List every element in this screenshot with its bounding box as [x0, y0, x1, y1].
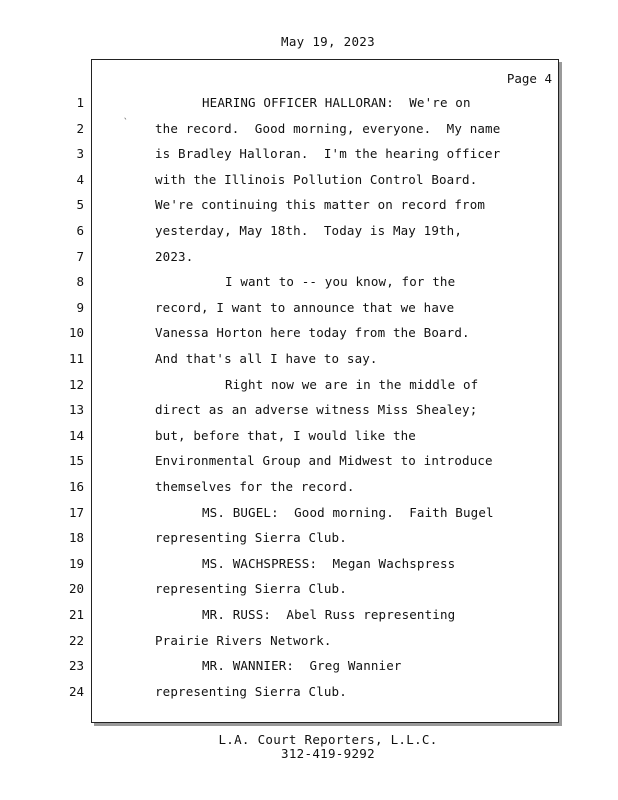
- line-number: 4: [76, 172, 84, 187]
- line-number: 9: [76, 300, 84, 315]
- line-number: 1: [76, 95, 84, 110]
- header-date: May 19, 2023: [281, 34, 375, 49]
- line-number: 5: [76, 197, 84, 212]
- transcript-line: Right now we are in the middle of: [225, 377, 479, 392]
- line-number: 15: [68, 453, 84, 468]
- transcript-line: is Bradley Halloran. I'm the hearing officer: [155, 146, 501, 161]
- footer: [0, 733, 618, 761]
- line-number: 10: [68, 325, 84, 340]
- line-number: 11: [68, 351, 84, 366]
- transcript-line: yesterday, May 18th. Today is May 19th,: [155, 223, 463, 238]
- line-number: 23: [68, 658, 84, 673]
- line-number: 13: [68, 402, 84, 417]
- transcript-line: Vanessa Horton here today from the Board.: [155, 325, 470, 340]
- transcript-line: the record. Good morning, everyone. My name: [155, 121, 501, 136]
- transcript-line: direct as an adverse witness Miss Shealey;: [155, 402, 478, 417]
- transcript-line: themselves for the record.: [155, 479, 355, 494]
- transcript-line: 2023.: [155, 249, 194, 264]
- transcript-line: MS. WACHSPRESS: Megan Wachspress: [202, 556, 456, 571]
- transcript-line: but, before that, I would like the: [155, 428, 416, 443]
- transcript-line: MR. WANNIER: Greg Wannier: [202, 658, 402, 673]
- line-number: 6: [76, 223, 84, 238]
- line-number: 18: [68, 530, 84, 545]
- line-number: 8: [76, 274, 84, 289]
- transcript-line: MR. RUSS: Abel Russ representing: [202, 607, 456, 622]
- stray-mark-icon: `: [123, 118, 129, 128]
- line-number: 22: [68, 633, 84, 648]
- line-number: 12: [68, 377, 84, 392]
- line-number: 14: [68, 428, 84, 443]
- line-number: 7: [76, 249, 84, 264]
- line-number: 21: [68, 607, 84, 622]
- transcript-line: Prairie Rivers Network.: [155, 633, 332, 648]
- line-number: 20: [68, 581, 84, 596]
- line-number: 24: [68, 684, 84, 699]
- line-number: 3: [76, 146, 84, 161]
- transcript-line: MS. BUGEL: Good morning. Faith Bugel: [202, 505, 494, 520]
- transcript-line: We're continuing this matter on record from: [155, 197, 486, 212]
- transcript-line: I want to -- you know, for the: [225, 274, 456, 289]
- transcript-line: representing Sierra Club.: [155, 581, 347, 596]
- transcript-line: And that's all I have to say.: [155, 351, 378, 366]
- footer-phone: 312-419-9292: [281, 746, 375, 761]
- line-number: 16: [68, 479, 84, 494]
- transcript-line: with the Illinois Pollution Control Board.: [155, 172, 478, 187]
- line-number: 2: [76, 121, 84, 136]
- transcript-line: representing Sierra Club.: [155, 684, 347, 699]
- page-number: Page 4: [506, 71, 552, 86]
- footer-company: L.A. Court Reporters, L.L.C.: [218, 732, 438, 747]
- transcript-line: HEARING OFFICER HALLORAN: We're on: [202, 95, 471, 110]
- line-number: 19: [68, 556, 84, 571]
- transcript-line: record, I want to announce that we have: [155, 300, 455, 315]
- transcript-line: Environmental Group and Midwest to introduce: [155, 453, 493, 468]
- transcript-line: representing Sierra Club.: [155, 530, 347, 545]
- line-number: 17: [68, 505, 84, 520]
